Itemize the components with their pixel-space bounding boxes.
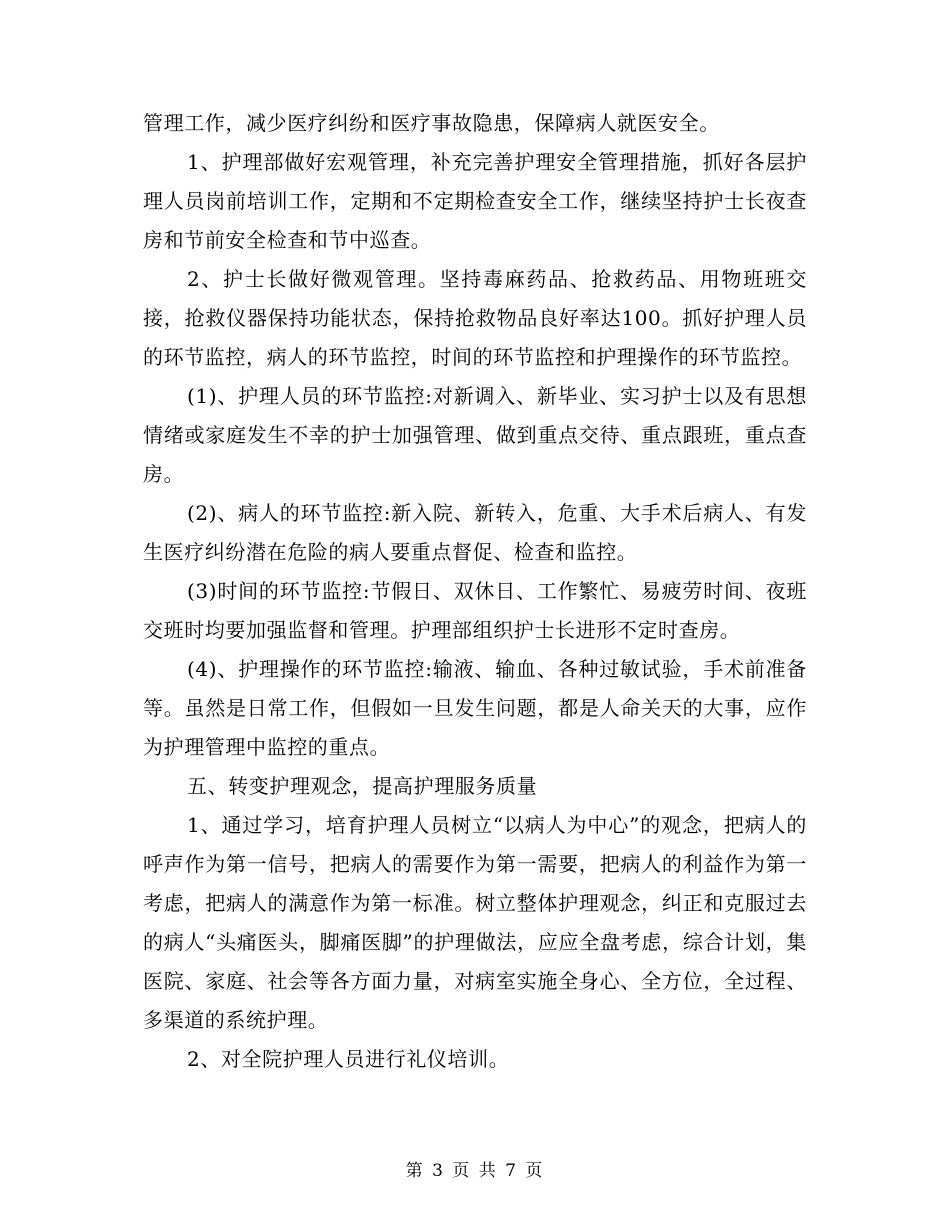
paragraph-section5-item-2: 2、对全院护理人员进行礼仪培训。 [187,1047,510,1071]
document-body [143,104,807,1079]
paragraph-item-2: 2、护士长做好微观管理。坚持毒麻药品、抢救药品、用物班班交接，抢救仪器保持功能状态，保持抢救物品良好率达100。抓好护理人员的环节监控，病人的环节监控，时间的环节监控和护理操作的环节监控。 [143,267,807,369]
section-heading-5: 五、转变护理观念，提高护理服务质量 [187,774,538,798]
paragraph-subitem-1: (1)、护理人员的环节监控:对新调入、新毕业、实习护士以及有思想情绪或家庭发生不幸的护士加强管理、做到重点交待、重点跟班，重点查房。 [143,384,807,486]
paragraph-item-1: 1、护理部做好宏观管理，补充完善护理安全管理措施，抓好各层护理人员岗前培训工作，定期和不定期检查安全工作，继续坚持护士长夜查房和节前安全检查和节中巡查。 [143,150,807,252]
paragraph-subitem-3: (3)时间的环节监控:节假日、双休日、工作繁忙、易疲劳时间、夜班交班时均要加强监督和管理。护理部组织护士长进形不定时查房。 [143,579,807,642]
page-number-footer: 第 3 页 共 7 页 [405,1161,545,1181]
paragraph-subitem-2: (2)、病人的环节监控:新入院、新转入，危重、大手术后病人、有发生医疗纠纷潜在危险的病人要重点督促、检查和监控。 [143,501,807,564]
paragraph-continuation: 管理工作，减少医疗纠纷和医疗事故隐患，保障病人就医安全。 [143,111,720,135]
paragraph-section5-item-1: 1、通过学习，培育护理人员树立“以病人为中心”的观念，把病人的呼声作为第一信号，把病人的需要作为第一需要，把病人的利益作为第一考虑，把病人的满意作为第一标准。树立整体护理观念，纠正和克服过去的病人“头痛医头，脚痛医脚”的护理做法，应应全盘考虑，综合计划，集医院、家庭、社会等各方面力量，对病室实施全身心、全方位，全过程、多渠道的系统护理。 [143,813,807,1032]
paragraph-subitem-4: (4)、护理操作的环节监控:输液、输血、各种过敏试验，手术前准备等。虽然是日常工作，但假如一旦发生问题，都是人命关天的大事，应作为护理管理中监控的重点。 [143,657,807,759]
